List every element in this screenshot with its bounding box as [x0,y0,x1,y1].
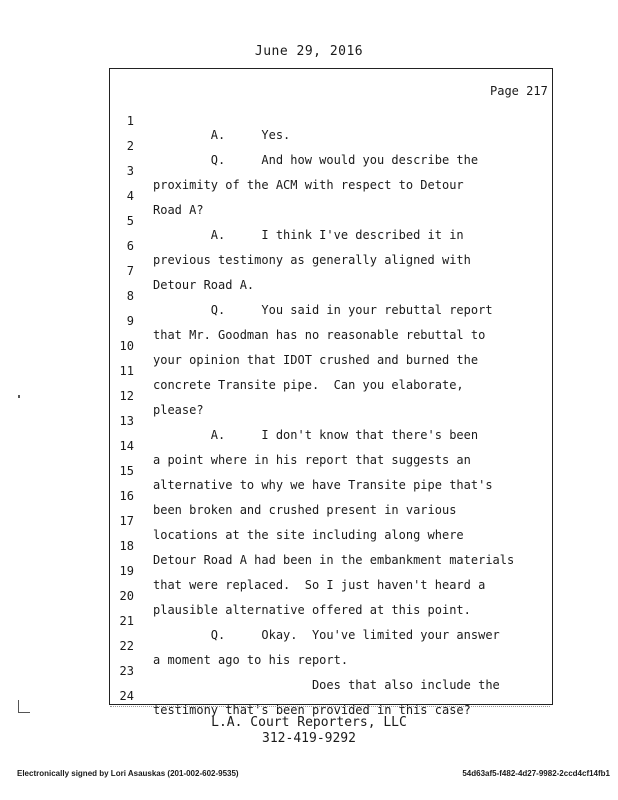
transcript-line [0,375,204,417]
line-text: please? [153,403,204,417]
transcript-line [0,100,291,142]
line-text: Does that also include the [153,678,500,692]
line-text: a point where in his report that suggests an [153,453,471,467]
line-number: 22 [119,639,134,653]
scan-speck [18,395,20,398]
line-text: that Mr. Goodman has no reasonable rebuttal to [153,328,486,342]
line-number: 16 [119,489,134,503]
line-number: 4 [126,189,134,203]
court-reporter-phone: 312-419-9292 [262,731,356,746]
transcript-date: June 29, 2016 [254,44,364,59]
line-text: Detour Road A had been in the embankment materials [153,553,515,567]
line-text: concrete Transite pipe. Can you elaborate, [153,378,464,392]
line-number: 8 [126,289,134,303]
line-number: 13 [119,414,134,428]
line-number: 17 [119,514,134,528]
line-number: 5 [126,214,134,228]
line-text: testimony that's been provided in this case? [153,703,471,717]
line-number: 24 [119,689,134,703]
line-number: 9 [126,314,134,328]
line-text: been broken and crushed present in various [153,503,457,517]
scan-mark [18,712,30,713]
line-number: 18 [119,539,134,553]
line-number: 10 [119,339,134,353]
line-number: 11 [119,364,134,378]
line-number: 2 [126,139,134,153]
line-text: Q. Okay. You've limited your answer [153,628,500,642]
line-text: A. I don't know that there's been [153,428,479,442]
electronic-signature-note: Electronically signed by Lori Asauskas (201-002-602-9535) [17,769,239,778]
line-text: that were replaced. So I just haven't heard a [153,578,486,592]
line-number: 23 [119,664,134,678]
line-text: proximity of the ACM with respect to Detour [153,178,464,192]
line-text: alternative to why we have Transite pipe that's [153,478,493,492]
line-text: Q. And how would you describe the [153,153,479,167]
line-text: Q. You said in your rebuttal report [153,303,493,317]
line-number: 1 [126,114,134,128]
line-number: 20 [119,589,134,603]
line-text: A. I think I've described it in [153,228,464,242]
document-id: 54d63af5-f482-4d27-9982-2ccd4cf14fb1 [462,769,610,778]
line-number: 3 [126,164,134,178]
divider [110,706,550,709]
line-number: 21 [119,614,134,628]
scan-mark [18,700,19,712]
line-text: a moment ago to his report. [153,653,349,667]
line-text: Road A? [153,203,204,217]
line-number: 14 [119,439,134,453]
line-text: plausible alternative offered at this point. [153,603,471,617]
line-text: your opinion that IDOT crushed and burned the [153,353,479,367]
line-number: 6 [126,239,134,253]
line-number: 19 [119,564,134,578]
line-number: 15 [119,464,134,478]
line-number: 12 [119,389,134,403]
line-text: Detour Road A. [153,278,255,292]
transcript-line [0,175,204,217]
line-text: locations at the site including along where [153,528,464,542]
page-number: Page 217 [490,84,548,98]
line-text: A. Yes. [153,128,291,142]
court-reporter-name: L.A. Court Reporters, LLC [211,715,407,730]
line-text: previous testimony as generally aligned with [153,253,471,267]
transcript-line [0,250,255,292]
line-number: 7 [126,264,134,278]
